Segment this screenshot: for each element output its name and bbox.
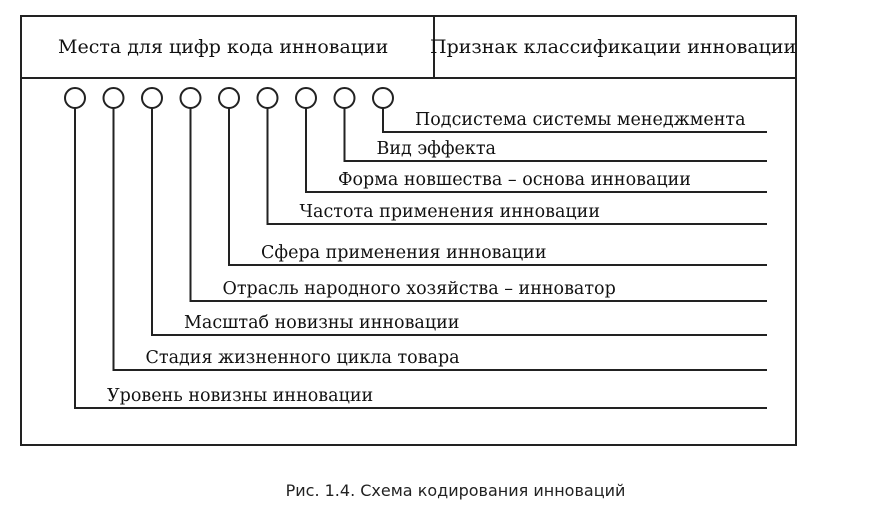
classification-label: Форма новшества – основа инновации bbox=[338, 170, 691, 190]
code-digit-circle bbox=[142, 88, 162, 108]
code-digit-circle bbox=[258, 88, 278, 108]
classification-label: Отрасль народного хозяйства – инноватор bbox=[222, 279, 616, 299]
code-digit-circle bbox=[65, 88, 85, 108]
code-digit-circle bbox=[104, 88, 124, 108]
figure-caption: Рис. 1.4. Схема кодирования инноваций bbox=[285, 481, 626, 500]
code-digit-circle bbox=[373, 88, 393, 108]
classification-label: Стадия жизненного цикла товара bbox=[145, 348, 460, 368]
code-digit-circle bbox=[181, 88, 201, 108]
code-digit-circle bbox=[219, 88, 239, 108]
code-digit-circle bbox=[335, 88, 355, 108]
code-digit-circle bbox=[296, 88, 316, 108]
header-code-places: Места для цифр кода инновации bbox=[58, 36, 389, 58]
classification-label: Частота применения инновации bbox=[299, 202, 600, 222]
classification-label: Уровень новизны инновации bbox=[107, 386, 374, 406]
classification-label: Вид эффекта bbox=[376, 139, 496, 159]
classification-label: Подсистема системы менеджмента bbox=[415, 110, 746, 130]
header-classification-feature: Признак классификации инновации bbox=[430, 36, 797, 58]
classification-label: Масштаб новизны инновации bbox=[184, 313, 460, 333]
classification-label: Сфера применения инновации bbox=[261, 243, 547, 263]
